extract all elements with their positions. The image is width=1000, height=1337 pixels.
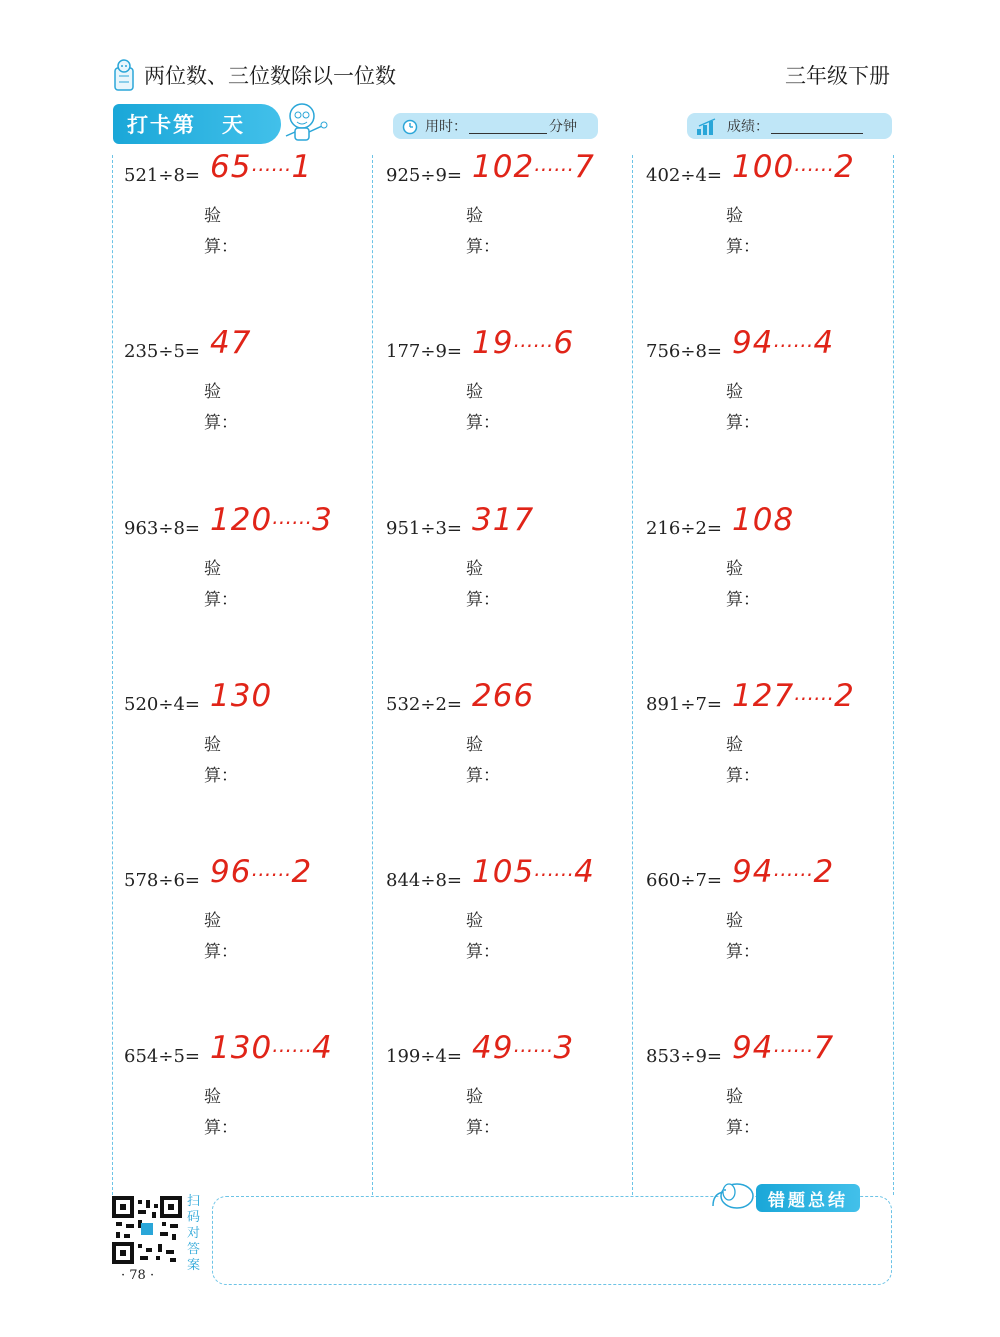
problem-cell bbox=[124, 1030, 333, 1138]
remainder-separator: …… bbox=[272, 505, 313, 529]
time-unit: 分钟 bbox=[549, 119, 577, 135]
problem-cell bbox=[124, 325, 252, 433]
division-equation: 578÷6= bbox=[124, 870, 200, 891]
column-divider bbox=[632, 155, 633, 1195]
page-header bbox=[110, 58, 396, 92]
remainder-separator: …… bbox=[534, 152, 575, 176]
problem-cell bbox=[124, 854, 313, 962]
division-equation: 520÷4= bbox=[124, 694, 200, 715]
problem-cell bbox=[386, 1030, 575, 1138]
verification-label: 验 bbox=[726, 206, 743, 226]
time-label: 用时： bbox=[425, 119, 467, 135]
problem-cell bbox=[124, 502, 333, 610]
verification-label: 验 bbox=[466, 735, 483, 755]
mistake-summary-label: 错题总结 bbox=[756, 1184, 860, 1212]
verification-label: 验 bbox=[466, 206, 483, 226]
handwritten-answer bbox=[472, 678, 534, 714]
problem-cell bbox=[646, 325, 835, 433]
problem-cell bbox=[386, 149, 595, 257]
remainder: 4 bbox=[813, 325, 835, 361]
verification-label: 算： bbox=[466, 590, 500, 610]
quotient: 94 bbox=[732, 325, 774, 361]
problem-cell bbox=[124, 149, 313, 257]
remainder-separator: …… bbox=[794, 681, 835, 705]
handwritten-answer bbox=[472, 1030, 574, 1066]
verification-label: 验 bbox=[726, 382, 743, 402]
remainder: 4 bbox=[312, 1030, 333, 1066]
quotient: 266 bbox=[472, 678, 535, 714]
handwritten-answer bbox=[472, 325, 574, 361]
verification-label: 算： bbox=[204, 237, 238, 257]
handwritten-answer bbox=[732, 678, 855, 714]
remainder-separator: …… bbox=[513, 1033, 554, 1057]
remainder-separator: …… bbox=[773, 328, 814, 352]
division-equation: 654÷5= bbox=[124, 1046, 200, 1067]
verification-label: 验 bbox=[466, 382, 483, 402]
problem-cell bbox=[386, 502, 535, 610]
quotient: 19 bbox=[472, 325, 514, 361]
handwritten-answer bbox=[732, 854, 834, 890]
verification-label: 算： bbox=[726, 766, 760, 786]
problem-cell bbox=[646, 502, 795, 610]
division-equation: 951÷3= bbox=[386, 518, 462, 539]
quotient: 102 bbox=[472, 149, 535, 185]
quotient: 47 bbox=[210, 325, 252, 361]
alarm-clock-icon bbox=[401, 117, 419, 135]
quotient: 120 bbox=[210, 502, 273, 538]
verification-label: 验 bbox=[204, 559, 221, 579]
remainder: 3 bbox=[312, 502, 333, 538]
quotient: 94 bbox=[732, 1030, 774, 1066]
quotient: 94 bbox=[732, 854, 774, 890]
score-field[interactable] bbox=[687, 113, 892, 139]
verification-label: 算： bbox=[466, 766, 500, 786]
division-equation: 660÷7= bbox=[646, 870, 722, 891]
column-divider bbox=[372, 155, 373, 1195]
remainder: 2 bbox=[834, 678, 855, 714]
verification-label: 算： bbox=[204, 590, 238, 610]
grade-label: 三年级下册 bbox=[785, 64, 890, 88]
handwritten-answer bbox=[210, 502, 333, 538]
handwritten-answer bbox=[472, 502, 534, 538]
handwritten-answer bbox=[210, 149, 312, 185]
division-equation: 235÷5= bbox=[124, 341, 200, 362]
quotient: 108 bbox=[732, 502, 795, 538]
quotient: 130 bbox=[210, 1030, 273, 1066]
verification-label: 算： bbox=[466, 237, 500, 257]
page-number: · 78 · bbox=[121, 1268, 155, 1283]
handwritten-answer bbox=[732, 325, 834, 361]
quotient: 49 bbox=[472, 1030, 514, 1066]
verification-label: 验 bbox=[466, 559, 483, 579]
division-equation: 853÷9= bbox=[646, 1046, 722, 1067]
checkin-suffix: 天 bbox=[222, 113, 245, 137]
division-equation: 199÷4= bbox=[386, 1046, 462, 1067]
problem-cell bbox=[386, 678, 535, 786]
problem-cell bbox=[386, 325, 575, 433]
verification-label: 验 bbox=[726, 559, 743, 579]
quotient: 100 bbox=[732, 149, 795, 185]
verification-label: 算： bbox=[726, 942, 760, 962]
remainder: 6 bbox=[553, 325, 575, 361]
remainder-separator: …… bbox=[794, 152, 835, 176]
verification-label: 验 bbox=[726, 735, 743, 755]
remainder-separator: …… bbox=[251, 152, 292, 176]
verification-label: 算： bbox=[466, 1118, 500, 1138]
handwritten-answer bbox=[732, 1030, 834, 1066]
quotient: 65 bbox=[210, 149, 252, 185]
verification-label: 验 bbox=[726, 911, 743, 931]
score-blank[interactable] bbox=[771, 119, 863, 134]
verification-label: 算： bbox=[204, 766, 238, 786]
time-blank[interactable] bbox=[469, 119, 547, 134]
remainder: 7 bbox=[813, 1030, 835, 1066]
verification-label: 验 bbox=[204, 1087, 221, 1107]
problem-cell bbox=[646, 149, 855, 257]
handwritten-answer bbox=[472, 854, 595, 890]
verification-label: 验 bbox=[204, 206, 221, 226]
remainder: 2 bbox=[813, 854, 835, 890]
handwritten-answer bbox=[210, 854, 312, 890]
problem-cell bbox=[646, 1030, 835, 1138]
handwritten-answer bbox=[210, 325, 251, 361]
handwritten-answer bbox=[210, 1030, 333, 1066]
verification-label: 算： bbox=[466, 413, 500, 433]
elephant-icon bbox=[707, 1176, 759, 1212]
division-equation: 925÷9= bbox=[386, 165, 462, 186]
quotient: 127 bbox=[732, 678, 795, 714]
remainder: 7 bbox=[574, 149, 595, 185]
verification-label: 算： bbox=[726, 1118, 760, 1138]
scan-for-answers-text: 扫码对答案 bbox=[187, 1194, 201, 1273]
remainder-separator: …… bbox=[513, 328, 554, 352]
verification-label: 验 bbox=[204, 735, 221, 755]
mascot-tower-icon bbox=[110, 58, 138, 92]
division-equation: 532÷2= bbox=[386, 694, 462, 715]
remainder-separator: …… bbox=[773, 1033, 814, 1057]
division-equation: 402÷4= bbox=[646, 165, 722, 186]
remainder: 2 bbox=[291, 854, 313, 890]
quotient: 130 bbox=[210, 678, 273, 714]
problem-cell bbox=[646, 678, 855, 786]
division-equation: 521÷8= bbox=[124, 165, 200, 186]
problem-cell bbox=[646, 854, 835, 962]
handwritten-answer bbox=[732, 149, 855, 185]
verification-label: 算： bbox=[726, 237, 760, 257]
verification-label: 算： bbox=[726, 590, 760, 610]
remainder: 2 bbox=[834, 149, 855, 185]
page-title: 两位数、三位数除以一位数 bbox=[144, 64, 396, 88]
bar-chart-icon bbox=[695, 117, 721, 135]
verification-label: 验 bbox=[466, 911, 483, 931]
handwritten-answer bbox=[732, 502, 794, 538]
quotient: 317 bbox=[472, 502, 535, 538]
remainder: 1 bbox=[291, 149, 313, 185]
verification-label: 验 bbox=[204, 382, 221, 402]
remainder-separator: …… bbox=[534, 857, 575, 881]
score-label: 成绩： bbox=[727, 119, 769, 135]
problem-cell bbox=[124, 678, 273, 786]
handwritten-answer bbox=[210, 678, 272, 714]
checkin-banner bbox=[113, 104, 281, 144]
division-equation: 756÷8= bbox=[646, 341, 722, 362]
division-equation: 891÷7= bbox=[646, 694, 722, 715]
verification-label: 验 bbox=[726, 1087, 743, 1107]
qr-code-icon[interactable] bbox=[112, 1196, 182, 1264]
time-field[interactable] bbox=[393, 113, 598, 139]
verification-label: 验 bbox=[466, 1087, 483, 1107]
remainder: 3 bbox=[553, 1030, 575, 1066]
verification-label: 算： bbox=[204, 413, 238, 433]
division-equation: 844÷8= bbox=[386, 870, 462, 891]
verification-label: 算： bbox=[204, 1118, 238, 1138]
remainder-separator: …… bbox=[773, 857, 814, 881]
quotient: 96 bbox=[210, 854, 252, 890]
division-equation: 216÷2= bbox=[646, 518, 722, 539]
verification-label: 算： bbox=[726, 413, 760, 433]
verification-label: 算： bbox=[466, 942, 500, 962]
remainder-separator: …… bbox=[251, 857, 292, 881]
quotient: 105 bbox=[472, 854, 535, 890]
remainder: 4 bbox=[574, 854, 595, 890]
verification-label: 算： bbox=[204, 942, 238, 962]
mascot-robot-icon bbox=[280, 100, 330, 146]
division-equation: 177÷9= bbox=[386, 341, 462, 362]
division-equation: 963÷8= bbox=[124, 518, 200, 539]
problem-cell bbox=[386, 854, 595, 962]
checkin-prefix: 打卡第 bbox=[127, 113, 196, 137]
remainder-separator: …… bbox=[272, 1033, 313, 1057]
handwritten-answer bbox=[472, 149, 595, 185]
verification-label: 验 bbox=[204, 911, 221, 931]
